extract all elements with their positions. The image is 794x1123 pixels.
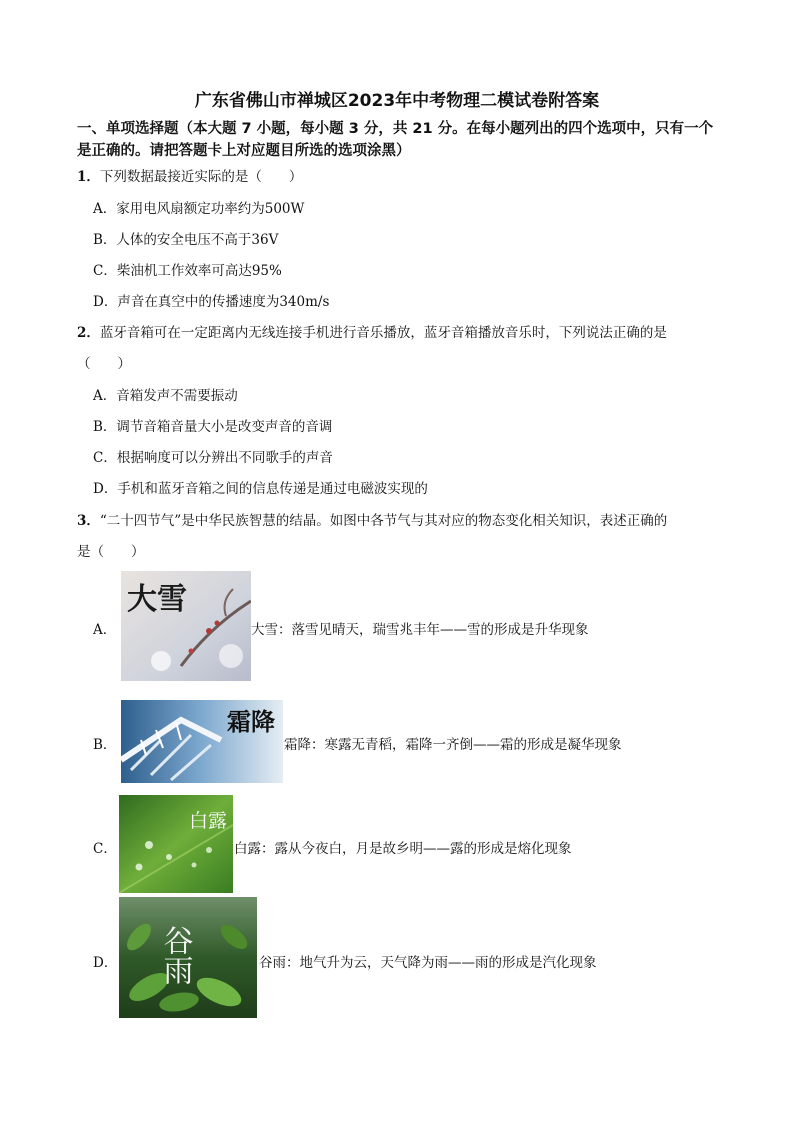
option-2c: C．根据响度可以分辨出不同歌手的声音 bbox=[93, 450, 333, 466]
rain-image bbox=[119, 897, 257, 1018]
option-3a-text: 大雪：落雪见晴天，瑞雪兆丰年——雪的形成是升华现象 bbox=[251, 622, 589, 638]
svg-text:霜降: 霜降 bbox=[227, 707, 275, 736]
option-3d-text: 谷雨：地气升为云，天气降为雨——雨的形成是汽化现象 bbox=[259, 955, 597, 971]
question-3-stem-cont: 是（ ） bbox=[77, 544, 145, 560]
option-3a-letter: A． bbox=[93, 622, 117, 638]
option-3b-letter: B． bbox=[93, 737, 117, 753]
option-3b-text: 霜降：寒露无青稻，霜降一齐倒——霜的形成是凝华现象 bbox=[284, 737, 622, 753]
page-title: 广东省佛山市禅城区2023年中考物理二模试卷附答案 bbox=[194, 91, 600, 111]
option-1b: B．人体的安全电压不高于36V bbox=[93, 232, 279, 248]
svg-text:白露: 白露 bbox=[189, 810, 228, 832]
option-1a: A．家用电风扇额定功率约为500W bbox=[93, 201, 305, 217]
option-3c-text: 白露：露从今夜白，月是故乡明——露的形成是熔化现象 bbox=[234, 841, 572, 857]
option-3d-letter: D． bbox=[93, 955, 118, 971]
option-1d: D．声音在真空中的传播速度为340m/s bbox=[93, 294, 330, 310]
question-number: 3． bbox=[77, 513, 100, 529]
section-heading: 一、单项选择题（本大题 7 小题，每小题 3 分，共 21 分。在每小题列出的四个选项中，只有一个是正确的。请把答题卡上对应题目所选的选项涂黑） bbox=[77, 121, 714, 159]
option-2a: A．音箱发声不需要振动 bbox=[93, 388, 238, 404]
question-2 bbox=[77, 321, 667, 341]
svg-text:谷雨: 谷雨 bbox=[157, 925, 193, 985]
question-stem: “二十四节气”是中华民族智慧的结晶。如图中各节气与其对应的物态变化相关知识，表述正确的 bbox=[99, 513, 668, 529]
option-3c-letter: C． bbox=[93, 841, 117, 857]
question-stem: 蓝牙音箱可在一定距离内无线连接手机进行音乐播放，蓝牙音箱播放音乐时，下列说法正确的是 bbox=[99, 325, 667, 341]
snow-image bbox=[121, 571, 251, 681]
question-stem: 下列数据最接近实际的是（ ） bbox=[99, 169, 303, 185]
svg-text:大雪: 大雪 bbox=[127, 582, 187, 617]
question-number: 2． bbox=[77, 325, 100, 341]
question-2-stem-cont: （ ） bbox=[77, 356, 131, 372]
dew-image bbox=[119, 795, 233, 893]
question-1 bbox=[77, 165, 302, 185]
option-1c: C．柴油机工作效率可高达95% bbox=[93, 263, 282, 279]
question-3 bbox=[77, 509, 667, 529]
frost-image bbox=[121, 700, 283, 783]
question-number: 1． bbox=[77, 169, 100, 185]
option-2d: D．手机和蓝牙音箱之间的信息传递是通过电磁波实现的 bbox=[93, 481, 428, 497]
option-2b: B．调节音箱音量大小是改变声音的音调 bbox=[93, 419, 333, 435]
